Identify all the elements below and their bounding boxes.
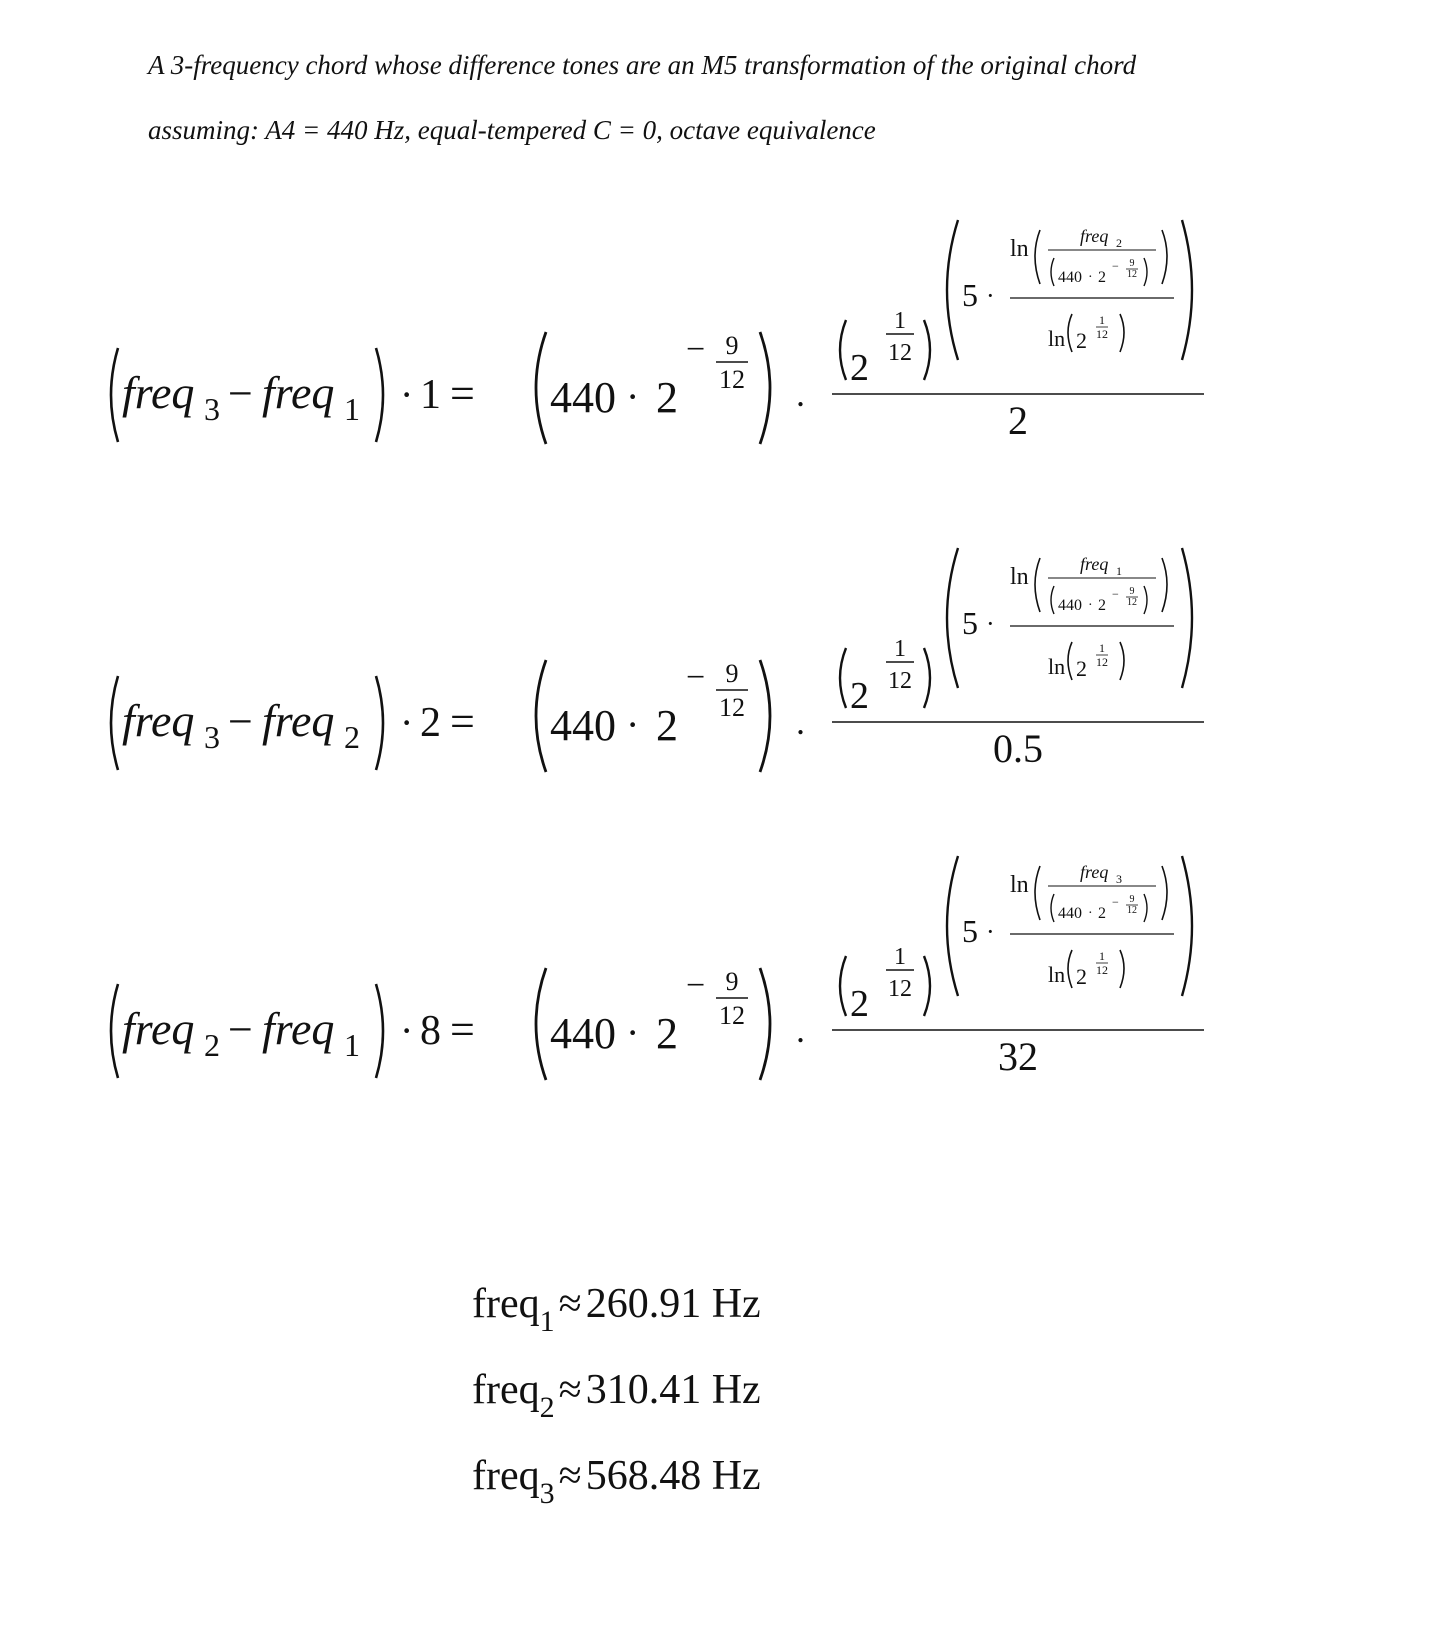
root-one: 1 [894, 636, 906, 662]
result-var: freq [472, 1281, 540, 1327]
exp-nine: 9 [725, 967, 739, 996]
lhs-factor: 8 [420, 1008, 441, 1054]
base-two: 2 [656, 373, 678, 422]
ln-bottom: ln [1048, 326, 1066, 351]
base-dot: · [626, 702, 640, 747]
exp-five-dot: · [986, 609, 995, 638]
lhs-second-var: freq [262, 695, 335, 746]
math-glyph: 9 [1129, 894, 1135, 905]
math-glyph: 2 [1076, 656, 1087, 681]
root-two: 2 [850, 983, 869, 1025]
exp-minus: − [686, 967, 706, 1004]
math-stroke [1035, 230, 1040, 284]
exp-twelve: 12 [719, 1001, 745, 1030]
base-close-paren [760, 968, 770, 1080]
result-sub: 3 [539, 1477, 555, 1510]
math-glyph: − [1112, 587, 1119, 601]
result-var: freq [472, 1453, 540, 1499]
base-two: 2 [656, 701, 678, 750]
inner-440: 440 [1058, 905, 1082, 922]
inner-sub: 2 [1116, 236, 1122, 250]
math-glyph: 12 [1096, 655, 1108, 669]
equals-sign: = [450, 369, 475, 418]
equation-1 [96, 220, 1256, 530]
inner-440: 440 [1058, 597, 1082, 614]
exp-five-dot: · [986, 281, 995, 310]
math-glyph: 12 [1127, 597, 1137, 608]
lhs-close-paren [376, 348, 383, 442]
math-glyph: · [1088, 906, 1093, 921]
root-one: 1 [894, 944, 906, 970]
base-two: 2 [656, 1009, 678, 1058]
lhs-open-paren [111, 676, 118, 770]
exp-five: 5 [962, 913, 978, 949]
exponent-close-paren [1182, 220, 1192, 360]
result-row-2 [472, 1356, 761, 1442]
exponent-open-paren [947, 548, 958, 688]
math-stroke [1051, 258, 1054, 286]
inner-440: 440 [1058, 269, 1082, 286]
math-glyph: · [1088, 598, 1093, 613]
math-glyph: · [1088, 270, 1093, 285]
math-stroke [1144, 586, 1147, 614]
base-close-paren [760, 660, 770, 772]
math-glyph: 2 [1098, 269, 1106, 286]
main-denominator: 32 [998, 1034, 1038, 1079]
exp-minus: − [686, 331, 706, 368]
exp-five: 5 [962, 277, 978, 313]
approx-sign: ≈ [558, 1453, 582, 1499]
math-stroke [1162, 230, 1167, 284]
math-stroke [840, 320, 846, 380]
lhs-minus: − [228, 697, 253, 746]
lhs-first-sub: 3 [204, 719, 220, 755]
lhs-second-sub: 1 [344, 391, 360, 427]
math-glyph: 12 [1096, 963, 1108, 977]
math-glyph: − [1112, 259, 1119, 273]
math-glyph: − [1112, 895, 1119, 909]
base-close-paren [760, 332, 770, 444]
base-open-paren [536, 968, 546, 1080]
root-twelve: 12 [888, 668, 912, 694]
math-glyph: 2 [1076, 964, 1087, 989]
equation-graphic [96, 548, 1256, 858]
math-stroke [1120, 314, 1124, 352]
math-stroke [924, 320, 930, 380]
equation-graphic [96, 856, 1256, 1166]
result-value: 260.91 Hz [585, 1281, 761, 1327]
ln-top: ln [1010, 872, 1029, 898]
exp-nine: 9 [725, 659, 739, 688]
base-440: 440 [550, 701, 616, 750]
lhs-close-paren [376, 984, 383, 1078]
equation-3 [96, 856, 1256, 1166]
math-glyph: 2 [1098, 905, 1106, 922]
inner-var: freq [1080, 554, 1109, 574]
math-stroke [840, 956, 846, 1016]
lhs-second-sub: 1 [344, 1027, 360, 1063]
lhs-first-var: freq [122, 695, 195, 746]
times-dot: . [796, 702, 805, 742]
math-glyph: 1 [1099, 949, 1105, 963]
math-glyph: 12 [1127, 905, 1137, 916]
math-stroke [1035, 558, 1040, 612]
lhs-minus: − [228, 369, 253, 418]
base-open-paren [536, 660, 546, 772]
exp-twelve: 12 [719, 693, 745, 722]
math-stroke [1068, 950, 1072, 988]
main-denominator: 2 [1008, 398, 1028, 443]
math-stroke [1051, 894, 1054, 922]
math-stroke [924, 648, 930, 708]
math-stroke [1068, 314, 1072, 352]
math-stroke [1120, 950, 1124, 988]
math-glyph: 2 [1098, 597, 1106, 614]
main-denominator: 0.5 [993, 726, 1043, 771]
math-stroke [1120, 642, 1124, 680]
lhs-factor: 1 [420, 372, 441, 418]
inner-sub: 1 [1116, 564, 1122, 578]
exp-five-dot: · [986, 917, 995, 946]
math-stroke [924, 956, 930, 1016]
math-stroke [1162, 558, 1167, 612]
lhs-first-var: freq [122, 1003, 195, 1054]
equals-sign: = [450, 697, 475, 746]
exponent-open-paren [947, 856, 958, 996]
lhs-dot: · [400, 1008, 414, 1053]
math-stroke [1144, 894, 1147, 922]
exp-twelve: 12 [719, 365, 745, 394]
exp-nine: 9 [725, 331, 739, 360]
base-dot: · [626, 1010, 640, 1055]
base-dot: · [626, 374, 640, 419]
approx-sign: ≈ [558, 1281, 582, 1327]
math-stroke [1035, 866, 1040, 920]
math-glyph: 2 [1076, 328, 1087, 353]
document-subtitle: assuming: A4 = 440 Hz, equal-tempered C = 0, octave equivalence [148, 115, 876, 145]
base-440: 440 [550, 1009, 616, 1058]
math-stroke [1068, 642, 1072, 680]
math-stroke [1144, 258, 1147, 286]
lhs-first-sub: 2 [204, 1027, 220, 1063]
lhs-second-var: freq [262, 367, 335, 418]
exp-five: 5 [962, 605, 978, 641]
math-glyph: 9 [1129, 258, 1135, 269]
lhs-first-var: freq [122, 367, 195, 418]
times-dot: . [796, 374, 805, 414]
math-stroke [1162, 866, 1167, 920]
lhs-open-paren [111, 984, 118, 1078]
result-var: freq [472, 1367, 540, 1413]
ln-bottom: ln [1048, 962, 1066, 987]
root-twelve: 12 [888, 976, 912, 1002]
lhs-dot: · [400, 700, 414, 745]
lhs-second-var: freq [262, 1003, 335, 1054]
exponent-close-paren [1182, 856, 1192, 996]
times-dot: . [796, 1010, 805, 1050]
approx-sign: ≈ [558, 1367, 582, 1413]
equation-2 [96, 548, 1256, 858]
inner-var: freq [1080, 226, 1109, 246]
inner-var: freq [1080, 862, 1109, 882]
lhs-minus: − [228, 1005, 253, 1054]
root-two: 2 [850, 347, 869, 389]
exponent-close-paren [1182, 548, 1192, 688]
result-value: 310.41 Hz [585, 1367, 761, 1413]
math-glyph: 1 [1099, 641, 1105, 655]
lhs-close-paren [376, 676, 383, 770]
root-one: 1 [894, 308, 906, 334]
exponent-open-paren [947, 220, 958, 360]
document-title: A 3-frequency chord whose difference tones are an M5 transformation of the original chord [148, 50, 1137, 80]
result-value: 568.48 Hz [585, 1453, 761, 1499]
math-stroke [840, 648, 846, 708]
equation-graphic [96, 220, 1256, 530]
ln-bottom: ln [1048, 654, 1066, 679]
math-glyph: 9 [1129, 586, 1135, 597]
ln-top: ln [1010, 564, 1029, 590]
lhs-open-paren [111, 348, 118, 442]
ln-top: ln [1010, 236, 1029, 262]
exp-minus: − [686, 659, 706, 696]
base-440: 440 [550, 373, 616, 422]
lhs-dot: · [400, 372, 414, 417]
result-row-3 [472, 1442, 761, 1528]
lhs-first-sub: 3 [204, 391, 220, 427]
root-two: 2 [850, 675, 869, 717]
math-stroke [1051, 586, 1054, 614]
math-glyph: 1 [1099, 313, 1105, 327]
base-open-paren [536, 332, 546, 444]
equals-sign: = [450, 1005, 475, 1054]
lhs-factor: 2 [420, 700, 441, 746]
lhs-second-sub: 2 [344, 719, 360, 755]
results-block [472, 1270, 761, 1528]
math-glyph: 12 [1127, 269, 1137, 280]
result-row-1 [472, 1270, 761, 1356]
result-sub: 2 [539, 1391, 555, 1424]
math-glyph: 12 [1096, 327, 1108, 341]
result-sub: 1 [539, 1305, 555, 1338]
root-twelve: 12 [888, 340, 912, 366]
inner-sub: 3 [1116, 872, 1122, 886]
